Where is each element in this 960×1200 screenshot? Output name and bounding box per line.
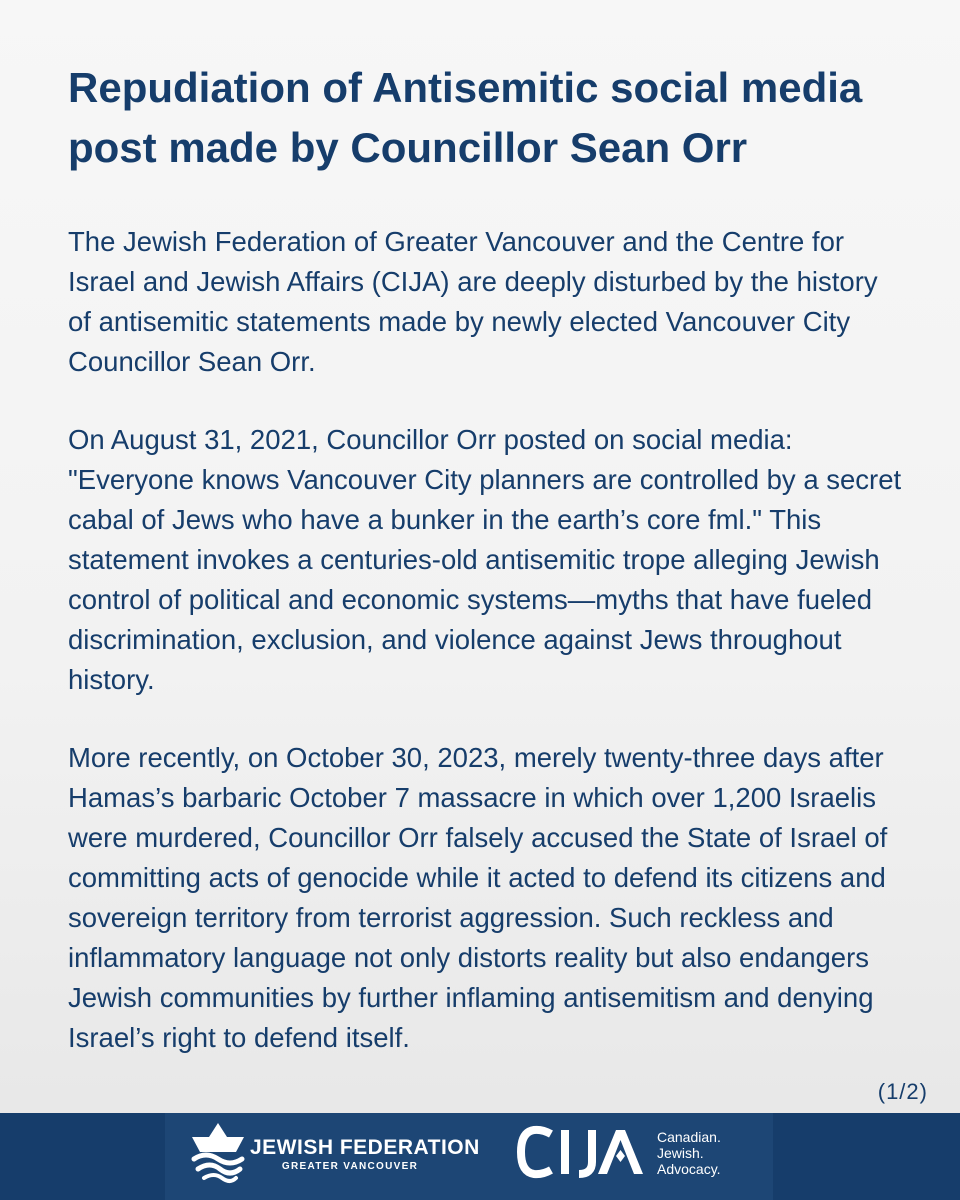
cija-tagline-advocacy: Advocacy. xyxy=(657,1161,721,1177)
statement-content xyxy=(68,58,908,1096)
jewish-federation-logo xyxy=(190,1121,480,1185)
paragraph-october-statement: More recently, on October 30, 2023, merely twenty-three days after Hamas’s barbaric October 7 massacre in which over 1,200 Israelis were murdered, Councillor Orr falsely accused the State of Israel of committing acts of genocide while it acted to defend its citizens and sovereign territory from terrorist aggression. Such reckless and inflammatory language not only distorts reality but also endangers Jewish communities by further inflaming antisemitism and denying Israel’s right to defend itself. xyxy=(68,742,888,1053)
jewish-federation-name: JEWISH FEDERATION xyxy=(250,1136,480,1159)
footer-bar xyxy=(0,1113,960,1200)
statement-title: Repudiation of Antisemitic social media post made by Councillor Sean Orr xyxy=(68,64,863,171)
paragraph-august-post: On August 31, 2021, Councillor Orr posted on social media: "Everyone knows Vancouver City planners are controlled by a secret cabal of Jews who have a bunker in the earth’s core fml." This statement invokes a centuries-old antisemitic trope alleging Jewish control of political and economic systems—myths that have fueled discrimination, exclusion, and violence against Jews throughout history. xyxy=(68,424,902,695)
jewish-federation-subtitle: GREATER VANCOUVER xyxy=(281,1161,419,1172)
cija-logo xyxy=(515,1124,745,1184)
cija-tagline xyxy=(657,1129,721,1177)
star-of-david-wave-icon xyxy=(190,1121,246,1185)
paragraph-introduction: The Jewish Federation of Greater Vancouver and the Centre for Israel and Jewish Affairs (CIJA) are deeply disturbed by the history of antisemitic statements made by newly elected Vancouver City Councillor Sean Orr. xyxy=(68,226,878,377)
cija-wordmark-logo xyxy=(515,1124,651,1180)
cija-tagline-canadian: Canadian. xyxy=(657,1129,721,1145)
page-indicator: (1/2) xyxy=(877,1079,928,1104)
cija-tagline-jewish: Jewish. xyxy=(657,1145,704,1161)
